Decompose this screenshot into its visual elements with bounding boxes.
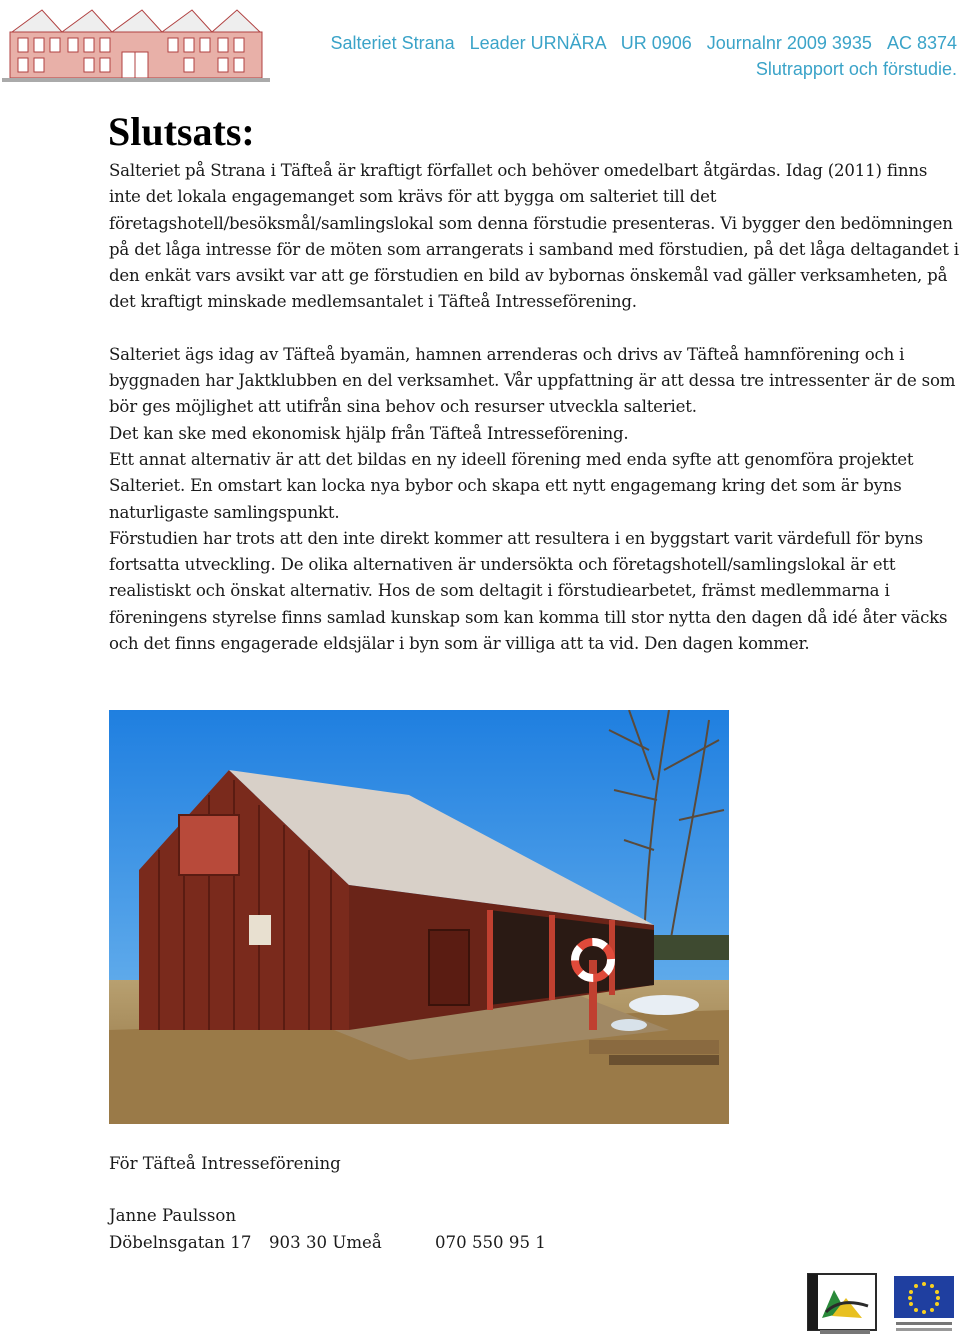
signature-organization: För Täfteå Intresseförening bbox=[109, 1154, 341, 1173]
signature-name: Janne Paulsson bbox=[109, 1206, 237, 1226]
header-program: Leader URNÄRA bbox=[469, 33, 606, 53]
signature-street: Döbelnsgatan 17 bbox=[109, 1232, 252, 1252]
signature-block bbox=[109, 1151, 709, 1256]
paragraph-4: Ett annat alternativ är att det bildas en ny ideell förening med enda syfte att genomföra projektet Salteriet. En omstart kan locka nya bybor och skapa ett nytt engagemang kring det som är byns naturligaste samlingspunkt. bbox=[109, 449, 914, 522]
header-line-1 bbox=[321, 30, 957, 56]
eu-flag-icon bbox=[892, 1272, 956, 1336]
header-building-logo bbox=[2, 2, 270, 82]
signature-gap bbox=[109, 1177, 709, 1203]
signature-postal-city: 903 30 Umeå bbox=[269, 1232, 382, 1252]
header-text bbox=[321, 30, 957, 82]
paragraph-1: Salteriet på Strana i Täfteå är kraftigt förfallet och behöver omedelbart åtgärdas. Idag (2011) finns inte det lokala engagemanget som krävs för att bygga om salteriet till det företagshotell/besöksmål/samlingslokal som denna förstudie presenteras. Vi bygger den bedömningen på det låga intresse för de möten som arrangerats i samband med förstudien, på det låga deltagandet i den enkät vars avsikt var att ge förstudien en bild av bybornas önskemål vad gäller verksamheten, på det kraftigt minskade medlemsantalet i Täfteå Intresseförening. bbox=[109, 161, 959, 312]
signature-address bbox=[109, 1230, 709, 1256]
paragraph-2: Salteriet ägs idag av Täfteå byamän, hamnen arrenderas och drivs av Täfteå hamnförening och i byggnaden har Jaktklubben en del verksamhet. Vår uppfattning är att dessa tre intressenter är de som bör ges möjlighet att utifrån sina behov och resurser utveckla salteriet. bbox=[109, 344, 956, 417]
body-text bbox=[109, 158, 959, 657]
header-project-name: Salteriet Strana bbox=[330, 33, 455, 53]
paragraph-5: Förstudien har trots att den inte direkt kommer att resultera i en byggstart varit värdefull för byns fortsatta utveckling. De olika alternativen är undersökta och företagshotell/samlingslokal är ett realistiskt och önskat alternativ. Hos de som deltagit i förstudiearbetet, främst medlemmarna i föreningens styrelse finns samlad kunskap som kan komma till stor nytta den dagen då idé åter väcks och det finns engagerade eldsjälar i byn som är villiga att ta vid. Den dagen kommer. bbox=[109, 528, 948, 654]
header-subtitle: Slutrapport och förstudie. bbox=[755, 59, 957, 79]
header-ac: AC 8374 bbox=[886, 33, 957, 53]
header-journal: Journalnr 2009 3935 bbox=[706, 33, 872, 53]
paragraph-3: Det kan ske med ekonomisk hjälp från Täfteå Intresseförening. bbox=[109, 423, 629, 443]
paragraph-gap bbox=[109, 316, 959, 342]
header-ref: UR 0906 bbox=[620, 33, 692, 53]
salteriet-photo bbox=[109, 710, 729, 1124]
leader-logo-icon bbox=[806, 1272, 878, 1336]
signature-phone: 070 550 95 1 bbox=[435, 1232, 546, 1252]
section-heading: Slutsats: bbox=[108, 109, 255, 154]
